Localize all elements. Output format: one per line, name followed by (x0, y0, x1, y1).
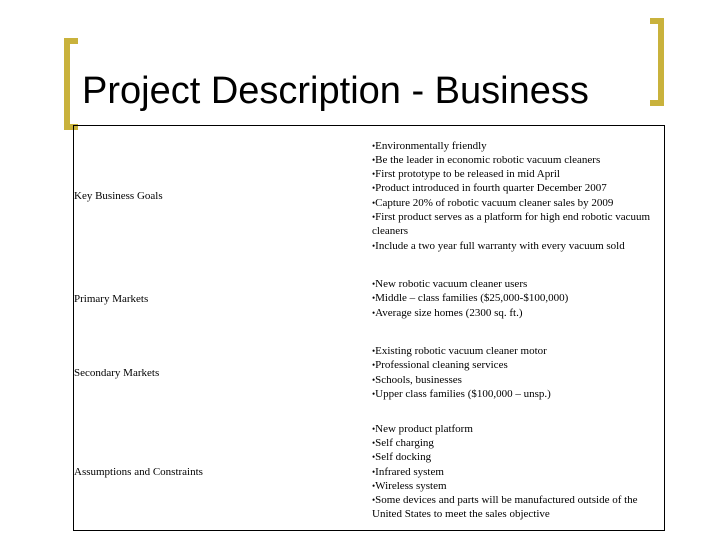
slide-title: Project Description - Business (82, 70, 589, 112)
table-row (74, 126, 665, 266)
row-content (372, 332, 665, 414)
list-item: •First prototype to be released in mid April (372, 168, 560, 181)
list-item: •First product serves as a platform for high end robotic vacuum cleaners (372, 211, 651, 238)
list-item: •Some devices and parts will be manufactured outside of the United States to meet the sales objective (372, 494, 638, 521)
list-item: •Environmentally friendly (372, 139, 487, 152)
right-bracket-decoration (650, 18, 664, 106)
left-bracket-decoration (64, 38, 78, 130)
row-label: Key Business Goals (74, 189, 163, 202)
list-item: •Schools, businesses (372, 373, 462, 386)
list-item: •Capture 20% of robotic vacuum cleaner sales by 2009 (372, 196, 614, 209)
table-row (74, 332, 665, 414)
list-item: •Self docking (372, 451, 432, 464)
list-item: •Infrared system (372, 465, 444, 478)
list-item: •New robotic vacuum cleaner users (372, 278, 528, 291)
row-content (372, 266, 665, 332)
row-label: Assumptions and Constraints (74, 465, 203, 478)
list-item: •Wireless system (372, 479, 447, 492)
row-content (372, 414, 665, 531)
list-item: •Self charging (372, 437, 434, 449)
business-table (73, 125, 665, 531)
list-item: •Upper class families ($100,000 – unsp.) (372, 387, 551, 400)
list-item: •New product platform (372, 422, 473, 435)
list-item: •Middle – class families ($25,000-$100,000) (372, 292, 569, 305)
list-item: •Existing robotic vacuum cleaner motor (372, 344, 547, 357)
list-item: •Professional cleaning services (372, 359, 508, 372)
table-row (74, 414, 665, 531)
row-label: Primary Markets (74, 292, 149, 305)
row-label: Secondary Markets (74, 366, 160, 379)
table-row (74, 266, 665, 332)
list-item: •Average size homes (2300 sq. ft.) (372, 306, 523, 319)
row-content (372, 126, 665, 266)
list-item: •Include a two year full warranty with every vacuum sold (372, 239, 625, 252)
list-item: •Product introduced in fourth quarter December 2007 (372, 182, 607, 195)
list-item: •Be the leader in economic robotic vacuum cleaners (372, 153, 601, 166)
